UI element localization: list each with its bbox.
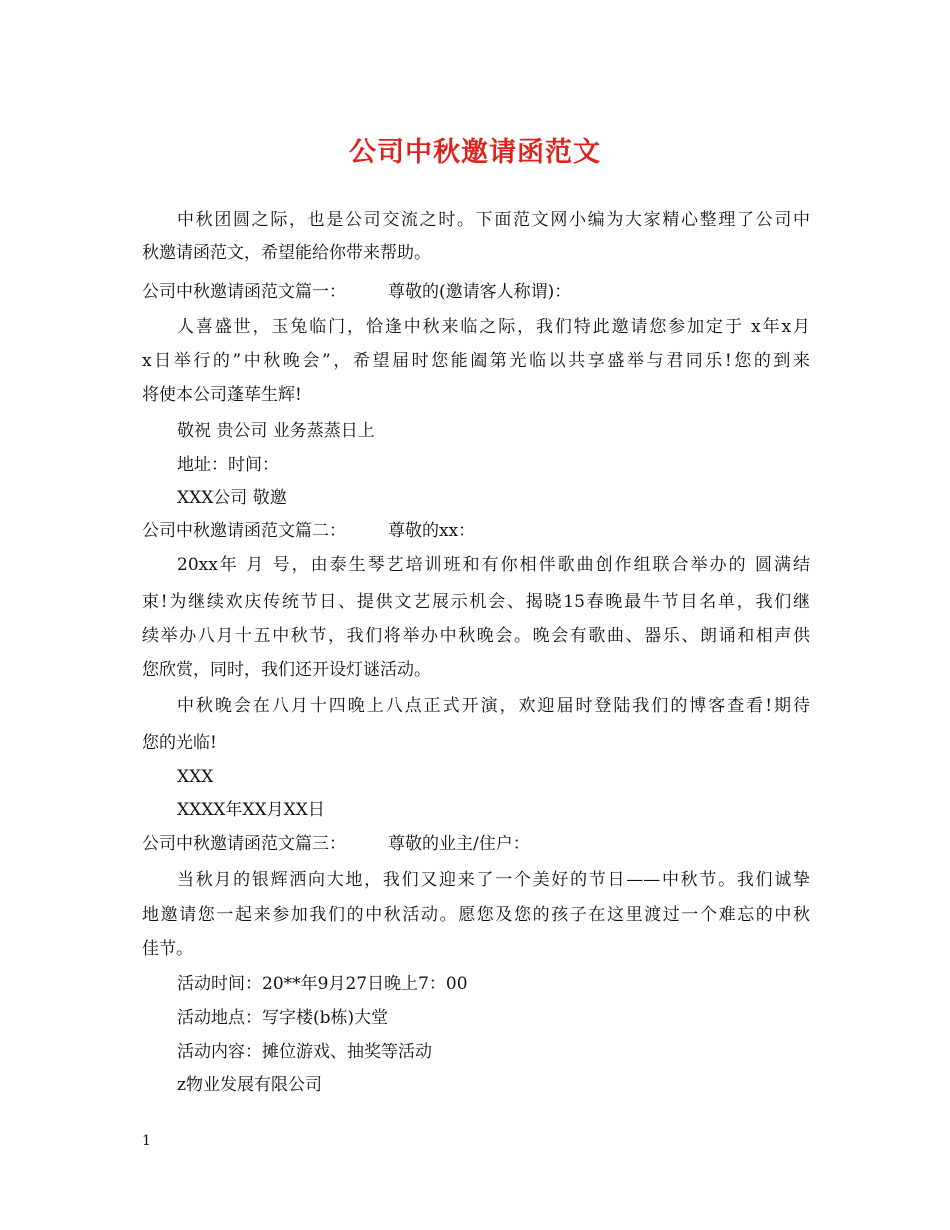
- paragraph-line: 人喜盛世，玉兔临门，恰逢中秋来临之际，我们特此邀请您参加定于 x年x月: [177, 317, 810, 337]
- paragraph-line: 中秋晚会在八月十四晚上八点正式开演，欢迎届时登陆我们的博客查看!期待: [177, 696, 810, 716]
- signature-line: z物业发展有限公司: [177, 1075, 322, 1095]
- signature-line: XXX公司 敬邀: [177, 488, 287, 508]
- address-time-line: 地址：时间：: [177, 455, 279, 475]
- paragraph-line: 将使本公司蓬荜生辉!: [142, 385, 302, 405]
- document-title: 公司中秋邀请函范文: [349, 137, 601, 168]
- paragraph-line: 您的光临!: [142, 733, 217, 753]
- paragraph-line: 20xx年 月 号，由泰生琴艺培训班和有你相伴歌曲创作组联合举办的 圆满结: [177, 555, 810, 575]
- section-title: 公司中秋邀请函范文篇一：: [142, 282, 346, 302]
- greeting: 尊敬的业主/住户：: [388, 834, 530, 854]
- section-title: 公司中秋邀请函范文篇二：: [142, 521, 346, 541]
- section-title: 公司中秋邀请函范文篇三：: [142, 834, 346, 854]
- activity-place-line: 活动地点：写字楼(b栋)大堂: [177, 1008, 389, 1028]
- activity-content-line: 活动内容：摊位游戏、抽奖等活动: [177, 1042, 432, 1062]
- activity-time-line: 活动时间：20**年9月27日晚上7：00: [177, 974, 468, 994]
- section-heading: [142, 519, 475, 543]
- signature-line: XXX: [177, 767, 214, 787]
- paragraph-line: 地邀请您一起来参加我们的中秋活动。愿您及您的孩子在这里渡过一个难忘的中秋: [142, 905, 810, 925]
- paragraph-line: 当秋月的银辉洒向大地，我们又迎来了一个美好的节日——中秋节。我们诚挚: [177, 870, 810, 890]
- paragraph-line: 佳节。: [142, 939, 193, 959]
- paragraph-line: 您欣赏，同时，我们还开设灯谜活动。: [142, 660, 431, 680]
- intro-line: 中秋团圆之际，也是公司交流之时。下面范文网小编为大家精心整理了公司中: [177, 210, 810, 230]
- paragraph-line: 束!为继续欢庆传统节日、提供文艺展示机会、揭晓15春晚最牛节目名单，我们继: [142, 592, 810, 612]
- greeting: 尊敬的(邀请客人称谓)：: [388, 282, 572, 302]
- paragraph-line: x日举行的”中秋晚会”，希望届时您能阖第光临以共享盛举与君同乐!您的到来: [142, 351, 810, 371]
- greeting: 尊敬的xx：: [388, 521, 476, 541]
- intro-line: 秋邀请函范文，希望能给你带来帮助。: [142, 243, 431, 263]
- page-number: 1: [142, 1133, 151, 1149]
- paragraph-line: 续举办八月十五中秋节，我们将举办中秋晚会。晚会有歌曲、器乐、朗诵和相声供: [142, 626, 810, 646]
- section-heading: [142, 832, 530, 856]
- section-heading: [142, 280, 571, 304]
- blessing-line: 敬祝 贵公司 业务蒸蒸日上: [177, 421, 375, 441]
- date-line: XXXX年XX月XX日: [177, 800, 325, 820]
